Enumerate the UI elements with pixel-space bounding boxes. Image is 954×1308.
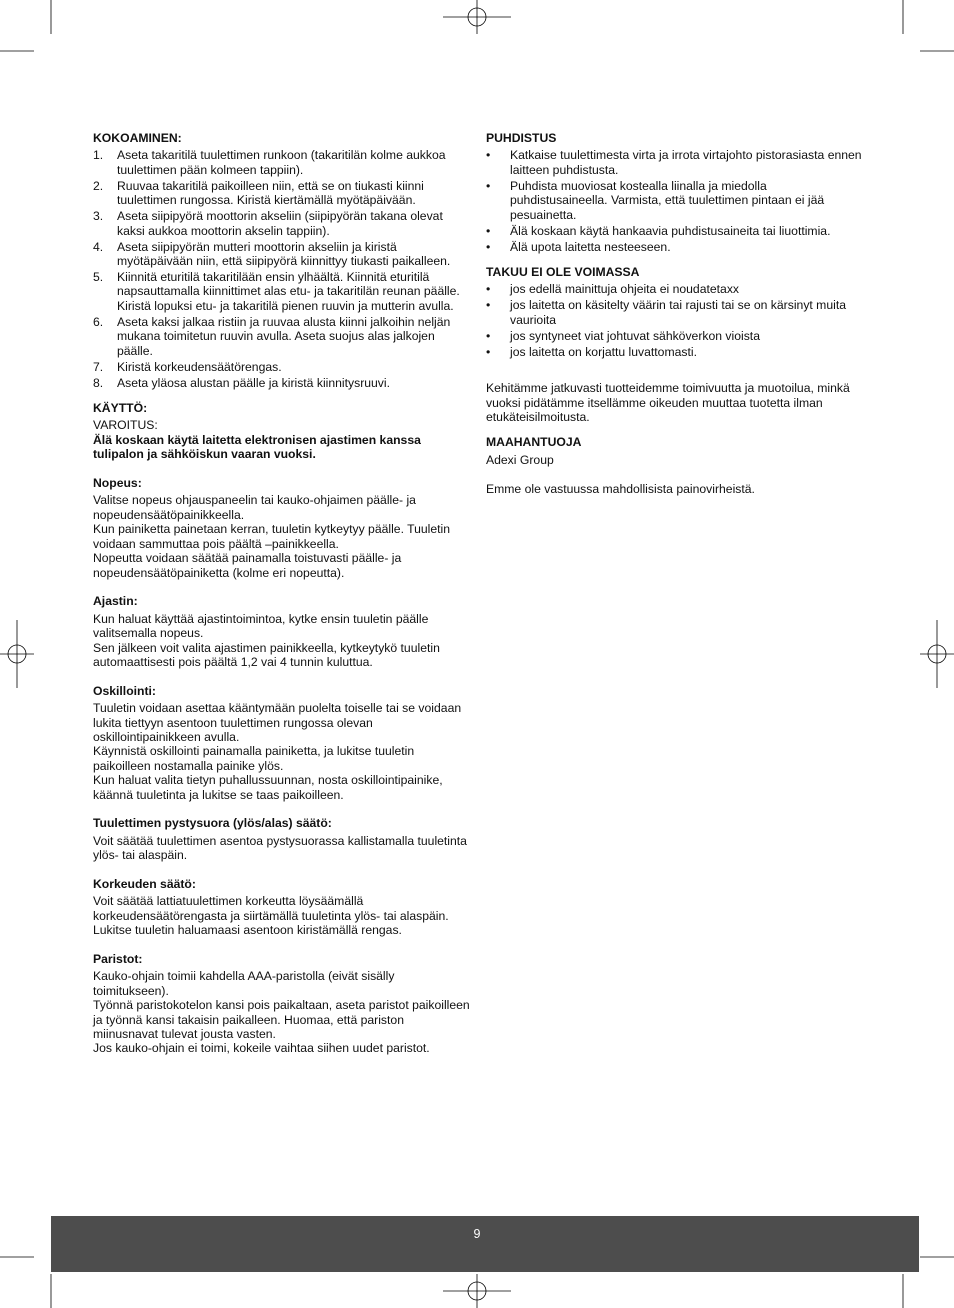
list-item-text: jos laitetta on korjattu luvattomasti. [510,344,697,359]
importer-name: Adexi Group [486,452,554,467]
step-number: 6. [93,314,104,329]
battery-heading: Paristot: [93,952,143,966]
assembly-step [93,209,471,238]
assembly-heading: KOKOAMINEN: [93,131,182,145]
tilt-text: Voit säätää tuulettimen asentoa pystysuorassa kallistamalla tuuletinta ylös- tai alaspäin. [93,833,467,863]
right-column [486,131,866,496]
speed-heading: Nopeus: [93,476,142,491]
left-column [93,131,471,1056]
bullet-icon: • [486,344,491,359]
battery-text: Jos kauko-ohjain ei toimi, kokeile vaihtaa siihen uudet paristot. [93,1041,430,1056]
bullet-icon: • [486,239,491,254]
assembly-step [93,315,471,358]
page-number: 9 [473,1227,481,1241]
list-item [486,148,866,177]
speed-text: Kun painiketta painetaan kerran, tuuletin kytkeytyy päälle. Tuuletin voidaan sammuttaa pois päältä –painikkeella. [93,522,451,551]
assembly-step [93,360,471,374]
timer-text: Kun haluat käyttää ajastintoimintoa, kytke ensin tuuletin päälle valitsemalla nopeus. [93,611,429,641]
step-text: Aseta kaksi jalkaa ristiin ja ruuvaa alusta kiinni jalkoihin neljän mukana toimitetun ruuvin avulla. Aseta suojus alas jalkojen päälle. [117,314,451,358]
list-item [486,224,866,238]
tilt-heading: Tuulettimen pystysuora (ylös/alas) säätö: [93,816,332,831]
bullet-icon: • [486,328,491,343]
height-heading: Korkeuden säätö: [93,876,196,891]
list-item [486,179,866,222]
step-text: Aseta siipipyörän mutteri moottorin akseliin ja kiristä myötäpäivään niin, että siipipyörä kiinnittyy tiukasti paikalleen. [117,239,451,269]
assembly-step [93,240,471,269]
assembly-step [93,376,471,390]
step-number: 2. [93,178,104,193]
bullet-icon: • [486,298,491,313]
step-number: 5. [93,270,104,285]
bullet-icon: • [486,178,491,193]
step-text: Kiristä korkeudensäätörengas. [117,359,282,374]
step-text: Ruuvaa takaritilä paikoilleen niin, että se on tiukasti kiinni tuulettimen rungossa. Kiristä kiertämällä myötäpäivään. [117,178,424,208]
assembly-step [93,148,471,177]
list-item-text: jos laitetta on käsitelty väärin tai rajusti tai se on kärsinyt muita vaurioita [510,298,846,327]
development-text: Kehitämme jatkuvasti tuotteidemme toimivuutta ja muotoilua, minkä vuoksi pidätämme itsellämme oikeuden muuttaa tuotetta ilman etukäteisilmoitusta. [486,381,850,425]
oscillation-text: Tuuletin voidaan asettaa kääntymään puolelta toiselle tai se voidaan lukita tiettyyn asentoon tuulettimen rungossa olevan oskillointipainikkeen avulla. [93,701,462,744]
step-number: 4. [93,239,104,254]
list-item [486,329,866,343]
warranty-list [486,282,866,359]
oscillation-heading: Oskillointi: [93,683,156,698]
step-text: Aseta takaritilä tuulettimen runkoon (takaritilän kolme aukkoa tuulettimen pään kolmeen tappiin). [117,148,446,177]
bullet-icon: • [486,148,491,163]
importer-heading: MAAHANTUOJA [486,435,582,450]
step-number: 1. [93,148,104,163]
bullet-icon: • [486,282,491,297]
timer-heading: Ajastin: [93,594,138,609]
cleaning-heading: PUHDISTUS [486,131,557,145]
list-item-text: Puhdista muoviosat kostealla liinalla ja miedolla puhdistusaineella. Varmista, että tuulettimen pintaan ei jää pesuainetta. [510,178,825,222]
battery-text: Kauko-ohjain toimii kahdella AAA-paristolla (eivät sisälly toimitukseen). [93,969,395,998]
speed-text: Valitse nopeus ohjauspaneelin tai kauko-ohjaimen päälle- ja nopeudensäätöpainikkeella. [93,493,416,522]
assembly-steps [93,148,471,390]
warning-text: Älä koskaan käytä laitetta elektronisen ajastimen kanssa tulipalon ja sähköiskun vaaran vuoksi. [93,432,421,462]
list-item [486,240,866,254]
cleaning-list [486,148,866,254]
step-number: 8. [93,375,104,390]
assembly-step [93,270,471,313]
usage-heading: KÄYTTÖ: [93,401,148,416]
step-number: 3. [93,209,104,224]
list-item [486,282,866,296]
disclaimer-text: Emme ole vastuussa mahdollisista painovirheistä. [486,481,755,496]
list-item-text: Älä upota laitetta nesteeseen. [510,239,671,254]
list-item-text: Katkaise tuulettimesta virta ja irrota virtajohto pistorasiasta ennen laitteen puhdistusta. [510,148,862,177]
warranty-heading: TAKUU EI OLE VOIMASSA [486,265,640,280]
speed-text: Nopeutta voidaan säätää painamalla toistuvasti päälle- ja nopeudensäätöpainiketta (kolme eri nopeutta). [93,551,402,580]
step-text: Aseta yläosa alustan päälle ja kiristä kiinnitysruuvi. [117,375,390,390]
oscillation-text: Kun haluat valita tietyn puhallussuunnan, nosta oskillointipainike, käännä tuuletinta ja lukitse se taas paikoilleen. [93,773,443,802]
battery-text: Työnnä paristokotelon kansi pois paikaltaan, aseta paristot paikoilleen ja työnnä kansi takaisin paikalleen. Huomaa, että pariston miinusnavat tulevat jousta vasten. [93,998,470,1042]
step-number: 7. [93,359,104,374]
list-item [486,298,866,327]
bullet-icon: • [486,223,491,238]
step-text: Kiinnitä eturitilä takaritilään ensin ylhäältä. Kiinnitä eturitilä napsauttamalla kiinnittimet alas etu- ja takaritilän reunan päälle. Kiristä lopuksi etu- ja takaritilä pienen ruuvin ja mutterin avulla. [117,270,460,313]
step-text: Aseta siipipyörä moottorin akseliin (siipipyörän takana olevat kaksi aukkoa moottorin akselin tappiin). [117,209,443,238]
timer-text: Sen jälkeen voit valita ajastimen painikkeella, kytkeytykö tuuletin automaattisesti pois päältä 1,2 vai 4 tunnin kuluttua. [93,640,440,669]
assembly-step [93,179,471,208]
list-item-text: jos syntyneet viat johtuvat sähköverkon vioista [510,328,760,343]
list-item [486,345,866,359]
oscillation-text: Käynnistä oskillointi painamalla painiketta, ja lukitse tuuletin paikoilleen nostamalla painike ylös. [93,744,415,773]
list-item-text: Älä koskaan käytä hankaavia puhdistusaineita tai liuottimia. [510,223,831,238]
list-item-text: jos edellä mainittuja ohjeita ei noudatetaxx [510,282,740,297]
height-text: Voit säätää lattiatuulettimen korkeutta löysäämällä korkeudensäätörengasta ja siirtämällä tuuletinta ylös- tai alaspäin. Lukitse tuuletin haluamaasi asentoon kiristämällä rengas. [93,894,449,938]
footer-bar [51,1216,919,1272]
warning-label: VAROITUS: [93,418,158,433]
